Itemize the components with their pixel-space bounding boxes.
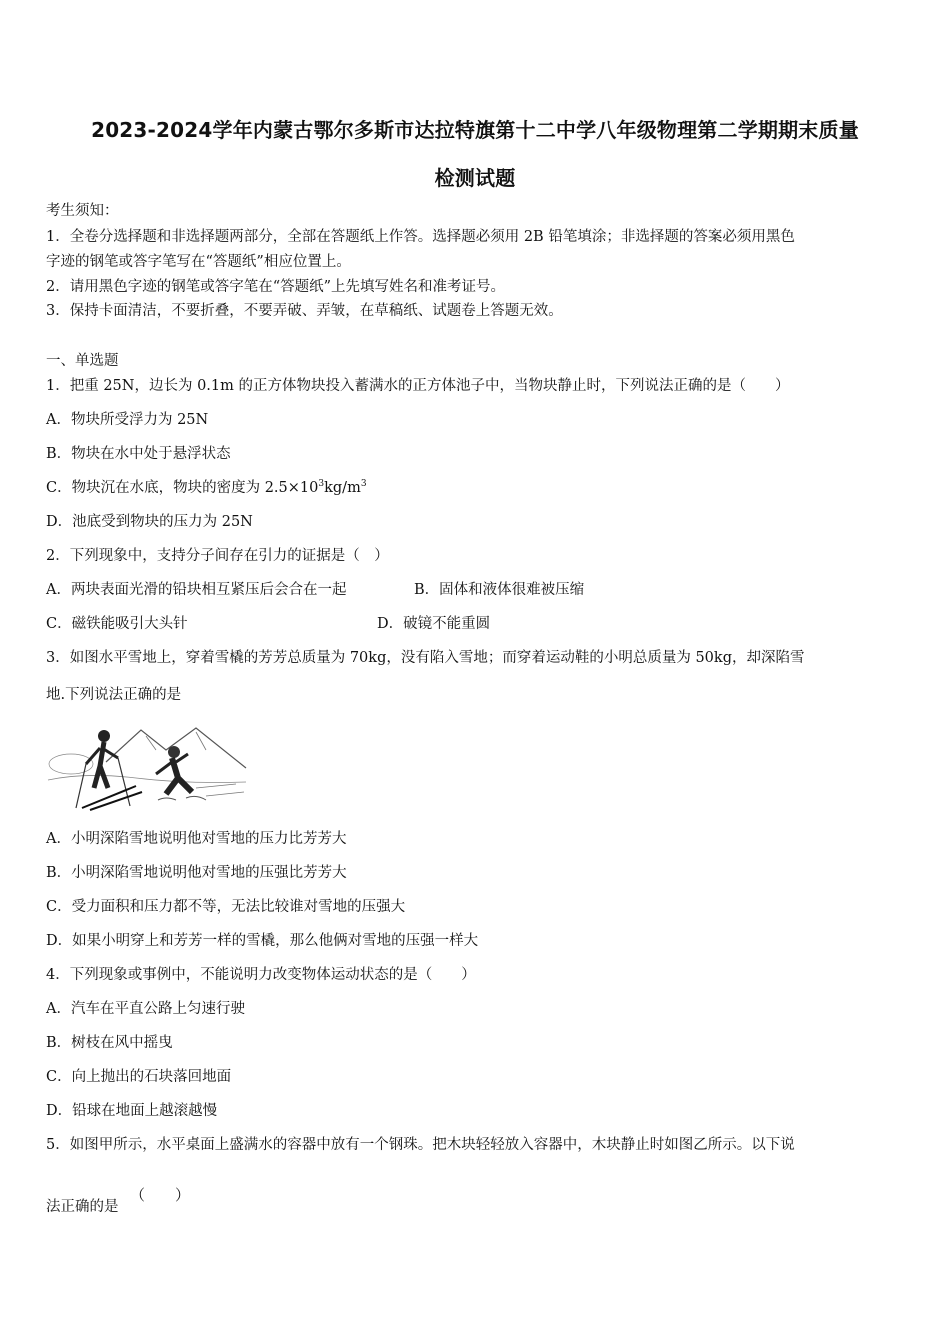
q1-option-b: B．物块在水中处于悬浮状态 — [46, 446, 231, 462]
q5-answer-paren: （ ） — [130, 1186, 191, 1204]
q5-stem-line1: 5．如图甲所示，水平桌面上盛满水的容器中放有一个钢珠。把木块轻轻放入容器中，木块静止时如图乙所示。以下说 — [46, 1137, 795, 1153]
q4-option-b: B．树枝在风中摇曳 — [46, 1035, 173, 1051]
exam-title-line1: 2023-2024学年内蒙古鄂尔多斯市达拉特旗第十二中学八年级物理第二学期期末质量 — [91, 118, 859, 142]
q1-option-c-unit: kg/m — [324, 480, 361, 496]
notice-item: 字迹的钢笔或答字笔写在“答题纸”相应位置上。 — [46, 254, 351, 270]
q1-option-c-exponent: 3 — [318, 479, 325, 490]
notice-item: 2．请用黑色字迹的钢笔或答字笔在“答题纸”上先填写姓名和准考证号。 — [46, 279, 506, 295]
q5-stem-line2: 法正确的是 — [46, 1199, 119, 1215]
q2-stem: 2．下列现象中，支持分子间存在引力的证据是（ ） — [46, 548, 389, 564]
q1-option-c-text: C．物块沉在水底，物块的密度为 2.5×10 — [46, 480, 319, 496]
q2-option-a: A．两块表面光滑的铅块相互紧压后会合在一起 — [46, 582, 347, 598]
q4-option-d: D．铅球在地面上越滚越慢 — [46, 1103, 218, 1119]
q1-stem: 1．把重 25N，边长为 0.1m 的正方体物块投入蓄满水的正方体池子中，当物块静止时，下列说法正确的是（ ） — [46, 378, 790, 394]
exam-title-line2: 检测试题 — [434, 166, 516, 190]
q2-option-c: C．磁铁能吸引大头针 — [46, 616, 188, 632]
notice-item: 1．全卷分选择题和非选择题两部分，全部在答题纸上作答。选择题必须用 2B 铅笔填涂；非选择题的答案必须用黑色 — [46, 229, 795, 245]
q4-stem: 4．下列现象或事例中，不能说明力改变物体运动状态的是（ ） — [46, 967, 476, 983]
q3-option-c: C．受力面积和压力都不等，无法比较谁对雪地的压强大 — [46, 899, 406, 915]
snow-skiers-figure — [46, 720, 248, 816]
q1-option-d: D．池底受到物块的压力为 25N — [46, 514, 253, 530]
q3-stem-line2: 地.下列说法正确的是 — [46, 687, 182, 703]
q4-option-c: C．向上抛出的石块落回地面 — [46, 1069, 232, 1085]
section-heading: 一、单选题 — [46, 353, 119, 369]
q2-option-b: B．固体和液体很难被压缩 — [414, 582, 585, 598]
q1-option-c — [46, 478, 367, 498]
q3-option-b: B．小明深陷雪地说明他对雪地的压强比芳芳大 — [46, 865, 347, 881]
q3-stem-line1: 3．如图水平雪地上，穿着雪橇的芳芳总质量为 70kg，没有陷入雪地；而穿着运动鞋的小明总质量为 50kg，却深陷雪 — [46, 650, 805, 666]
q3-option-a: A．小明深陷雪地说明他对雪地的压力比芳芳大 — [46, 831, 347, 847]
q4-option-a: A．汽车在平直公路上匀速行驶 — [46, 1001, 245, 1017]
notice-heading: 考生须知： — [46, 203, 119, 219]
q1-option-a: A．物块所受浮力为 25N — [46, 412, 209, 428]
q3-option-d: D．如果小明穿上和芳芳一样的雪橇，那么他俩对雪地的压强一样大 — [46, 933, 479, 949]
notice-item: 3．保持卡面清洁，不要折叠，不要弄破、弄皱，在草稿纸、试题卷上答题无效。 — [46, 303, 563, 319]
q1-option-c-exponent2: 3 — [360, 479, 367, 490]
q2-option-d: D．破镜不能重圆 — [377, 616, 491, 632]
